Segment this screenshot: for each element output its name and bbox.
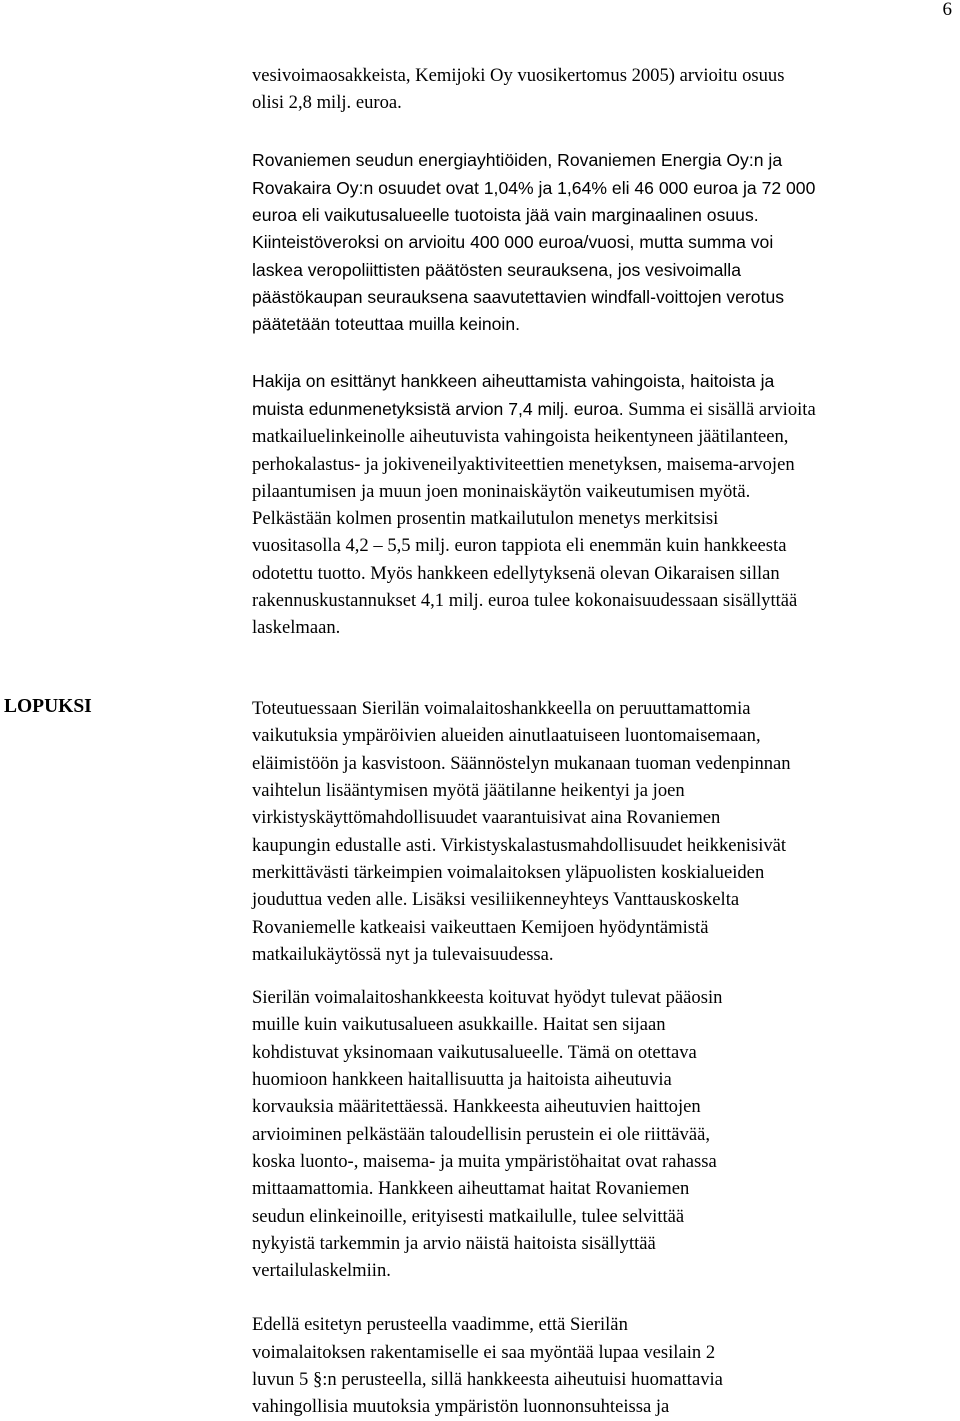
text-line: odotettu tuotto. Myös hankkeen edellytyksenä olevan Oikaraisen sillan <box>252 563 780 584</box>
text-line: voimalaitoksen rakentamiselle ei saa myöntää lupaa vesilain 2 <box>252 1342 716 1363</box>
text-line: Hakija on esittänyt hankkeen aiheuttamista vahingoista, haitoista ja <box>252 371 775 391</box>
text-line: seudun elinkeinoille, erityisesti matkailulle, tulee selvittää <box>252 1206 685 1227</box>
text-line: nykyistä tarkemmin ja arvio näistä haitoista sisällyttää <box>252 1233 656 1254</box>
text-line: vaihtelun lisääntymisen myötä jäätilanne heikentyi ja joen <box>252 780 685 801</box>
text-line: Pelkästään kolmen prosentin matkailutulon menetys merkitsisi <box>252 508 719 529</box>
text-line: kaupungin edustalle asti. Virkistyskalastusmahdollisuudet heikkenisivät <box>252 835 787 856</box>
text-line: laskea veropoliittisten päätösten seurauksena, jos vesivoimalla <box>252 260 741 280</box>
text-line: Kiinteistöveroksi on arvioitu 400 000 euroa/vuosi, mutta summa voi <box>252 232 774 252</box>
text-line: matkailuelinkeinolle aiheutuvista vahingoista heikentyneen jäätilanteen, <box>252 426 789 447</box>
text-line: Toteutuessaan Sierilän voimalaitoshankkeella on peruuttamattomia <box>252 698 751 719</box>
text-line: Rovakaira Oy:n osuudet ovat 1,04% ja 1,64% eli 46 000 euroa ja 72 000 <box>252 178 816 198</box>
text-line: Rovaniemen seudun energiayhtiöiden, Rovaniemen Energia Oy:n ja <box>252 150 783 170</box>
text-line: vesivoimaosakkeista, Kemijoki Oy vuosikertomus 2005) arvioitu osuus <box>252 65 785 86</box>
text-line: virkistyskäyttömahdollisuudet vaarantuisivat aina Rovaniemen <box>252 807 721 828</box>
text-line: luvun 5 §:n perusteella, sillä hankkeesta aiheutuisi huomattavia <box>252 1369 723 1390</box>
text-line: mittaamattomia. Hankkeen aiheuttamat haitat Rovaniemen <box>252 1178 690 1199</box>
text-line: Sierilän voimalaitoshankkeesta koituvat hyödyt tulevat pääosin <box>252 987 723 1008</box>
text-line: koska luonto-, maisema- ja muita ympäristöhaitat ovat rahassa <box>252 1151 717 1172</box>
text-line: korvauksia määritettäessä. Hankkeesta aiheutuvien haittojen <box>252 1096 701 1117</box>
text-line: vertailulaskelmiin. <box>252 1260 391 1281</box>
text-line: euroa eli vaikutusalueelle tuotoista jää vain marginaalinen osuus. <box>252 205 759 225</box>
text-line: kohdistuvat yksinomaan vaikutusalueelle. Tämä on otettava <box>252 1042 697 1063</box>
text-line: matkailukäytössä nyt ja tulevaisuudessa. <box>252 944 554 965</box>
text-line: eläimistöön ja kasvistoon. Säännöstelyn mukanaan tuoman vedenpinnan <box>252 753 791 774</box>
text-line: merkittävästi tärkeimpien voimalaitoksen yläpuolisten koskialueiden <box>252 862 765 883</box>
section-heading: LOPUKSI <box>4 696 92 717</box>
text-line: arvioiminen pelkästään taloudellisin perustein ei ole riittävää, <box>252 1124 710 1145</box>
text-run: muista edunmenetyksistä arvion 7,4 milj. euroa. <box>252 399 624 419</box>
text-line: vaikutuksia ympäröivien alueiden ainutlaatuiseen luontomaisemaan, <box>252 725 761 746</box>
text-line: vuositasolla 4,2 – 5,5 milj. euron tappiota eli enemmän kuin hankkeesta <box>252 535 787 556</box>
text-line: laskelmaan. <box>252 617 341 638</box>
text-line: jouduttua veden alle. Lisäksi vesiliikenneyhteys Vanttauskoskelta <box>252 889 740 910</box>
text-line: Edellä esitetyn perusteella vaadimme, että Sierilän <box>252 1314 628 1335</box>
text-line: Rovaniemelle katkeaisi vaikeuttaen Kemijoen hyödyntämistä <box>252 917 709 938</box>
text-line: päätetään toteuttaa muilla keinoin. <box>252 314 521 334</box>
text-line: huomioon hankkeen haitallisuutta ja haitoista aiheutuvia <box>252 1069 672 1090</box>
text-line <box>252 396 816 423</box>
text-line: olisi 2,8 milj. euroa. <box>252 92 402 113</box>
text-line: muille kuin vaikutusalueen asukkaille. Haitat sen sijaan <box>252 1014 666 1035</box>
text-line: perhokalastus- ja jokiveneilyaktiviteettien menetyksen, maisema-arvojen <box>252 454 795 475</box>
text-line: vahingollisia muutoksia ympäristön luonnonsuhteissa ja <box>252 1396 670 1417</box>
text-run: Summa ei sisällä arvioita <box>623 399 816 420</box>
text-line: pilaantumisen ja muun joen moninaiskäytön vaikeutumisen myötä. <box>252 481 751 502</box>
text-line: rakennuskustannukset 4,1 milj. euroa tulee kokonaisuudessaan sisällyttää <box>252 590 798 611</box>
text-line: päästökaupan seurauksena saavutettavien windfall-voittojen verotus <box>252 287 785 307</box>
page-number: 6 <box>942 0 952 20</box>
